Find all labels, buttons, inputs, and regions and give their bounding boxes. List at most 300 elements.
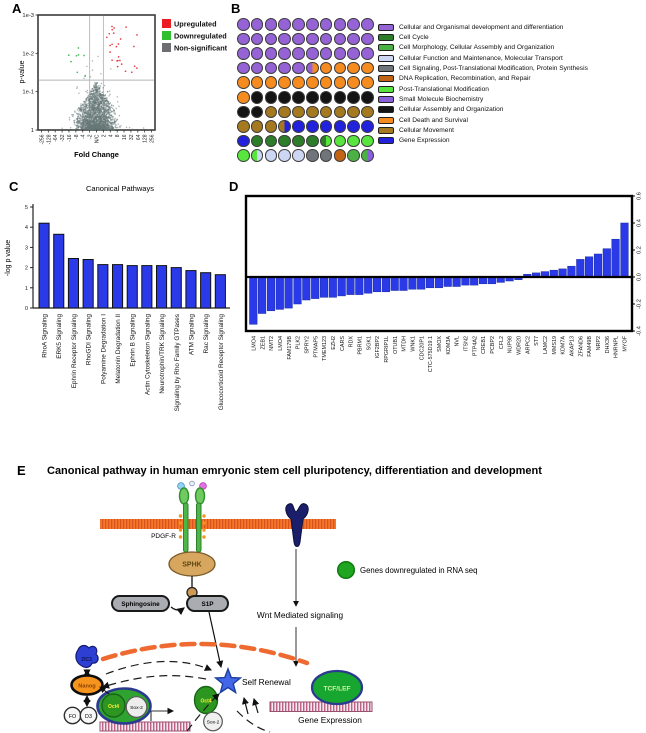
sox2-free-label: Sox-2	[206, 720, 220, 726]
receptor-stalk	[184, 503, 189, 552]
scatter-point	[107, 91, 109, 93]
scatter-point	[82, 104, 84, 106]
category-swatch	[378, 34, 394, 41]
x-tick-label: 2	[101, 134, 108, 138]
sphk-label: SPHK	[182, 561, 202, 569]
scatter-point	[92, 124, 94, 126]
scatter-point	[96, 119, 98, 121]
scatter-point	[94, 100, 96, 102]
scatter-point	[86, 100, 88, 102]
gene-bar	[294, 277, 302, 304]
scatter-point	[85, 123, 87, 125]
pdgfr-receptor	[178, 481, 207, 552]
scatter-point	[80, 103, 82, 105]
category-legend-item	[378, 84, 489, 94]
gene-category-circle	[306, 120, 319, 133]
gene-category-circle	[292, 62, 305, 75]
gene-bar	[311, 277, 319, 299]
scatter-point	[94, 125, 96, 127]
scatter-point	[118, 123, 120, 125]
gene-bar	[585, 257, 593, 277]
scatter-point	[90, 129, 92, 131]
gene-bar	[559, 269, 567, 277]
gene-label: SMOX	[437, 336, 443, 352]
category-label: Cell Signaling, Post-Translational Modification, Protein Synthesis	[399, 64, 588, 72]
gene-category-circle	[251, 47, 264, 60]
scatter-point	[95, 90, 97, 92]
y-tick-label: 3	[24, 245, 28, 252]
scatter-point	[79, 129, 81, 131]
scatter-point	[97, 100, 99, 102]
scatter-point	[97, 114, 99, 116]
scatter-point	[82, 114, 84, 116]
scatter-point	[98, 106, 100, 108]
gene-bar	[338, 277, 346, 296]
gene-category-circle	[306, 33, 319, 46]
scatter-point	[129, 127, 131, 129]
gene-category-circle	[347, 120, 360, 133]
y-tick-label: 4	[24, 225, 28, 232]
scatter-point	[90, 76, 92, 78]
gene-category-circle	[278, 135, 291, 148]
scatter-point	[78, 112, 80, 114]
gene-label: NVL	[454, 336, 461, 347]
gene-label: NRP2	[596, 336, 603, 351]
gene-bar	[320, 277, 328, 297]
scatter-point	[99, 117, 101, 119]
scatter-point	[113, 105, 115, 107]
scatter-point	[100, 85, 102, 87]
scatter-point	[103, 121, 105, 123]
gene-category-circle	[278, 47, 291, 60]
gene-bar	[347, 277, 355, 295]
scatter-point	[108, 101, 110, 103]
scatter-point	[96, 109, 98, 111]
pathway-bar-label: Actin Cytoskeleton Signaling	[144, 314, 152, 395]
scatter-point-upregulated	[118, 56, 120, 58]
scatter-point-upregulated	[125, 70, 127, 72]
pathway-bar	[98, 265, 108, 308]
category-label: Cell Death and Survival	[399, 116, 468, 124]
scatter-point	[100, 101, 102, 103]
scatter-point	[99, 110, 101, 112]
scatter-point	[76, 88, 78, 90]
gene-category-circle	[347, 62, 360, 75]
gene-category-circle	[265, 47, 278, 60]
scatter-point	[78, 126, 80, 128]
scatter-point	[115, 121, 117, 123]
x-tick-label: -4	[80, 134, 87, 139]
scatter-point-upregulated	[111, 43, 113, 45]
scatter-point	[88, 98, 90, 100]
gene-category-circle	[251, 18, 264, 31]
scatter-point	[84, 117, 86, 119]
scatter-point	[91, 96, 93, 98]
scatter-point-downregulated	[76, 71, 78, 73]
scatter-point	[99, 112, 101, 114]
scatter-point	[110, 68, 112, 70]
scatter-point	[118, 106, 120, 108]
gene-bar	[276, 277, 284, 309]
scatter-point	[85, 109, 87, 111]
gene-label: PTMAP5	[313, 336, 320, 358]
scatter-point	[119, 115, 121, 117]
scatter-point	[103, 128, 105, 130]
scatter-point-upregulated	[134, 65, 136, 67]
scatter-point	[88, 112, 90, 114]
dashed-curve-bottom	[237, 711, 270, 732]
x-tick-label: -256	[39, 134, 46, 145]
scatter-point	[72, 129, 74, 131]
scatter-point-upregulated	[111, 59, 113, 61]
pathway-bar	[54, 234, 64, 308]
scatter-point	[80, 110, 82, 112]
gene-label: SGK1	[366, 336, 373, 351]
scatter-point	[87, 113, 89, 115]
scatter-point	[97, 119, 99, 121]
x-tick-label: N/C	[94, 134, 101, 144]
gene-label: CTC-575D19.1	[428, 336, 435, 373]
scatter-point	[143, 127, 145, 129]
category-label: Cellular Assembly and Organization	[399, 106, 504, 114]
scatter-point	[97, 56, 99, 58]
scatter-point	[115, 126, 117, 128]
x-tick-label: 4	[108, 134, 115, 138]
pathway-bar	[186, 271, 196, 308]
gene-category-circle	[251, 76, 264, 89]
scatter-point	[111, 122, 113, 124]
fo-label: FO	[68, 714, 77, 720]
volcano-x-axis-label: Fold Change	[74, 150, 119, 159]
gene-category-circle	[320, 62, 333, 75]
scatter-point-upregulated	[136, 34, 138, 36]
scatter-point-upregulated	[136, 67, 138, 69]
pathway-bar-label: ATM Signaling	[188, 314, 196, 356]
scatter-point	[106, 105, 108, 107]
gene-label: NUP98	[507, 336, 514, 354]
scatter-point	[86, 104, 88, 106]
scatter-point	[93, 89, 95, 91]
gene-category-circle	[306, 62, 319, 75]
y-tick-label: 5	[24, 205, 28, 211]
gene-category-circle	[292, 135, 305, 148]
scatter-point	[95, 103, 97, 105]
gene-category-circle	[361, 135, 374, 148]
gene-bar	[435, 277, 443, 288]
scatter-point	[83, 109, 85, 111]
gene-label: ZFAND6	[578, 336, 585, 357]
scatter-point-upregulated	[121, 63, 123, 65]
gene-category-circle	[251, 106, 264, 119]
scatter-point	[110, 128, 112, 130]
gene-category-circle	[278, 18, 291, 31]
panel-label-e: E	[17, 463, 26, 478]
scatter-point	[86, 114, 88, 116]
scatter-point	[119, 127, 121, 129]
scatter-point	[82, 124, 84, 126]
pathways-chart-title: Canonical Pathways	[86, 184, 154, 193]
scatter-point	[109, 103, 111, 105]
scatter-point	[78, 110, 80, 112]
category-label: Cellular Function and Maintenance, Molecular Transport	[399, 54, 563, 62]
category-swatch	[378, 55, 394, 62]
gene-category-circle	[347, 135, 360, 148]
scatter-point	[109, 128, 111, 130]
scatter-point	[98, 96, 100, 98]
scatter-point-upregulated	[113, 27, 115, 29]
gene-category-circle	[251, 91, 264, 104]
gene-label: EZH2	[330, 336, 337, 350]
scatter-point	[102, 87, 104, 89]
scatter-point	[110, 115, 112, 117]
scatter-point-upregulated	[131, 71, 133, 73]
scatter-point	[98, 126, 100, 128]
scatter-point-upregulated	[106, 36, 108, 38]
scatter-point	[109, 108, 111, 110]
gene-category-circle	[320, 18, 333, 31]
gene-category-circle	[306, 18, 319, 31]
category-legend	[378, 22, 640, 150]
promoter-arrow	[151, 711, 173, 721]
scatter-point	[84, 126, 86, 128]
scatter-point	[108, 113, 110, 115]
scatter-point	[72, 116, 74, 118]
gene-bar	[417, 277, 425, 289]
gene-category-circle	[320, 120, 333, 133]
y-tick-label: 0.4	[636, 219, 643, 227]
gene-category-circle	[347, 76, 360, 89]
gene-category-circle	[361, 18, 374, 31]
gene-label: TMEM123	[322, 336, 329, 361]
scatter-point	[100, 105, 102, 107]
gene-category-circle	[265, 120, 278, 133]
x-tick-label: -8	[73, 134, 80, 139]
gene-category-circle	[251, 149, 264, 162]
scatter-point	[126, 127, 128, 129]
gene-label: AKAP13	[569, 336, 576, 357]
scatter-point	[100, 126, 102, 128]
scatter-point	[99, 104, 101, 106]
pathway-bar	[113, 265, 123, 308]
scatter-point	[86, 98, 88, 100]
scatter-point	[98, 88, 100, 90]
category-legend-item	[378, 136, 450, 146]
scatter-point	[87, 110, 89, 112]
scatter-point-downregulated	[68, 54, 70, 56]
gene-label: WNK1	[410, 336, 417, 352]
gene-category-circle	[265, 91, 278, 104]
category-legend-item	[378, 53, 563, 63]
scatter-point-upregulated	[117, 66, 119, 68]
gene-category-circle	[320, 91, 333, 104]
gene-category-circle	[306, 47, 319, 60]
pathway-bar-label: Ephrin Receptor Signaling	[70, 314, 78, 389]
scatter-point	[100, 99, 102, 101]
gene-category-circle	[361, 91, 374, 104]
scatter-point	[88, 114, 90, 116]
wnt-signaling-label: Wnt Mediated signaling	[256, 610, 344, 620]
chart-frame	[246, 196, 632, 331]
scatter-point	[84, 128, 86, 130]
pathway-bar	[215, 275, 225, 308]
scatter-point-upregulated	[119, 60, 121, 62]
gene-category-circle	[237, 135, 250, 148]
scatter-point	[91, 115, 93, 117]
scatter-point	[77, 109, 79, 111]
pathway-bar-label: ERK5 Signaling	[56, 314, 64, 359]
gene-category-circle	[334, 149, 347, 162]
gene-category-circle	[361, 149, 374, 162]
legend-swatch	[162, 43, 171, 52]
scatter-point	[80, 115, 82, 117]
scatter-point	[111, 104, 113, 106]
category-label: Cellular and Organismal development and differentiation	[399, 23, 564, 31]
category-label: DNA Replication, Recombination, and Repair	[399, 75, 531, 83]
scatter-point	[89, 98, 91, 100]
scatter-point	[85, 125, 87, 127]
y-tick-label: -0.2	[636, 299, 643, 309]
x-tick-label: 64	[135, 134, 142, 141]
category-legend-item	[378, 63, 588, 73]
scatter-point	[81, 121, 83, 123]
gene-category-circle	[334, 106, 347, 119]
gene-category-circle	[265, 62, 278, 75]
gene-label: MYOF	[622, 336, 629, 352]
scatter-point	[97, 128, 99, 130]
gene-category-circle	[306, 76, 319, 89]
gene-category-circle	[306, 106, 319, 119]
gene-category-circle	[320, 149, 333, 162]
pathway-bar	[201, 273, 211, 308]
category-legend-item	[378, 74, 531, 84]
scatter-point	[103, 108, 105, 110]
gene-label: OTUB1	[392, 336, 399, 354]
scatter-point-upregulated	[108, 33, 110, 35]
pathway-bar-label: Ephrin B Signaling	[129, 314, 137, 367]
y-tick-label: 0.0	[636, 273, 643, 281]
x-tick-label: -32	[60, 134, 67, 142]
category-legend-item	[378, 94, 483, 104]
scatter-point	[108, 121, 110, 123]
scatter-point	[83, 121, 85, 123]
scatter-point	[113, 127, 115, 129]
scatter-point	[86, 66, 88, 68]
gene-bar	[258, 277, 266, 314]
scatter-point	[96, 123, 98, 125]
scatter-point	[90, 124, 92, 126]
scatter-point	[97, 104, 99, 106]
gene-category-circle	[292, 47, 305, 60]
scatter-point	[89, 125, 91, 127]
scatter-point	[115, 129, 117, 131]
gene-bar	[267, 277, 275, 311]
scatter-point	[86, 117, 88, 119]
scatter-point	[98, 92, 100, 94]
gene-label: LAMC2	[543, 336, 550, 354]
scatter-point	[90, 94, 92, 96]
gene-label: FAM179B	[286, 336, 293, 360]
scatter-point	[98, 117, 100, 119]
gene-category-circle	[237, 18, 250, 31]
y-tick-label: 0.6	[636, 192, 643, 200]
x-tick-label: -128	[46, 134, 53, 145]
pathway-bar	[68, 259, 78, 309]
gene-category-circle	[361, 120, 374, 133]
category-legend-item	[378, 105, 503, 115]
scatter-point	[100, 110, 102, 112]
volcano-plot	[0, 0, 230, 178]
pathway-title: Canonical pathway in human emryonic stem cell pluripotency, differentiation and development	[47, 465, 542, 477]
scatter-point	[95, 107, 97, 109]
gene-category-circle	[361, 106, 374, 119]
category-label: Cell Morphology, Cellular Assembly and Organization	[399, 44, 555, 52]
scatter-point	[87, 121, 89, 123]
gene-bar	[329, 277, 337, 297]
scatter-point	[99, 120, 101, 122]
scatter-point	[90, 91, 92, 93]
scatter-point	[82, 126, 84, 128]
gene-category-circle	[237, 33, 250, 46]
sphingosine-label: Sphingosine	[121, 601, 160, 608]
y-tick-label: 0	[24, 306, 28, 312]
scatter-point	[101, 92, 103, 94]
panel-label-c: C	[9, 179, 19, 194]
gene-label: FAM49B	[587, 336, 594, 357]
gene-category-circle	[306, 91, 319, 104]
scatter-point	[79, 121, 81, 123]
scatter-point	[98, 102, 100, 104]
volcano-y-axis-label: p-value	[19, 60, 26, 84]
scatter-point	[102, 126, 104, 128]
scatter-point	[97, 82, 99, 84]
scatter-point	[115, 108, 117, 110]
scatter-point	[93, 104, 95, 106]
panel-label-a: A	[12, 1, 22, 16]
gene-category-circle	[292, 106, 305, 119]
gene-category-circle	[237, 76, 250, 89]
gene-category-circle	[278, 76, 291, 89]
category-label: Gene Expression	[399, 137, 450, 145]
category-swatch	[378, 106, 394, 113]
scatter-point	[90, 105, 92, 107]
x-tick-label: 32	[128, 134, 135, 141]
scatter-point	[91, 93, 93, 95]
scatter-point	[82, 113, 84, 115]
scatter-point	[92, 69, 94, 71]
scatter-point	[99, 128, 101, 130]
gene-category-circle	[278, 62, 291, 75]
scatter-point	[74, 119, 76, 121]
pathway-bar	[157, 266, 167, 308]
category-label: Cellular Movement	[399, 127, 454, 134]
scatter-point	[108, 126, 110, 128]
scatter-point	[98, 122, 100, 124]
gene-category-circle	[347, 91, 360, 104]
gene-bar	[382, 277, 390, 292]
scatter-point-upregulated	[125, 26, 127, 28]
y-tick-label: 1e-3	[22, 13, 34, 19]
scatter-point	[99, 90, 101, 92]
scatter-point	[92, 108, 94, 110]
gene-bar	[444, 277, 452, 287]
gene-label: ST7	[534, 336, 541, 346]
scatter-point	[69, 119, 71, 121]
gene-bar	[303, 277, 311, 300]
scatter-point	[87, 92, 89, 94]
scatter-point	[98, 85, 100, 87]
scatter-point	[104, 103, 106, 105]
gene-category-circle	[306, 135, 319, 148]
